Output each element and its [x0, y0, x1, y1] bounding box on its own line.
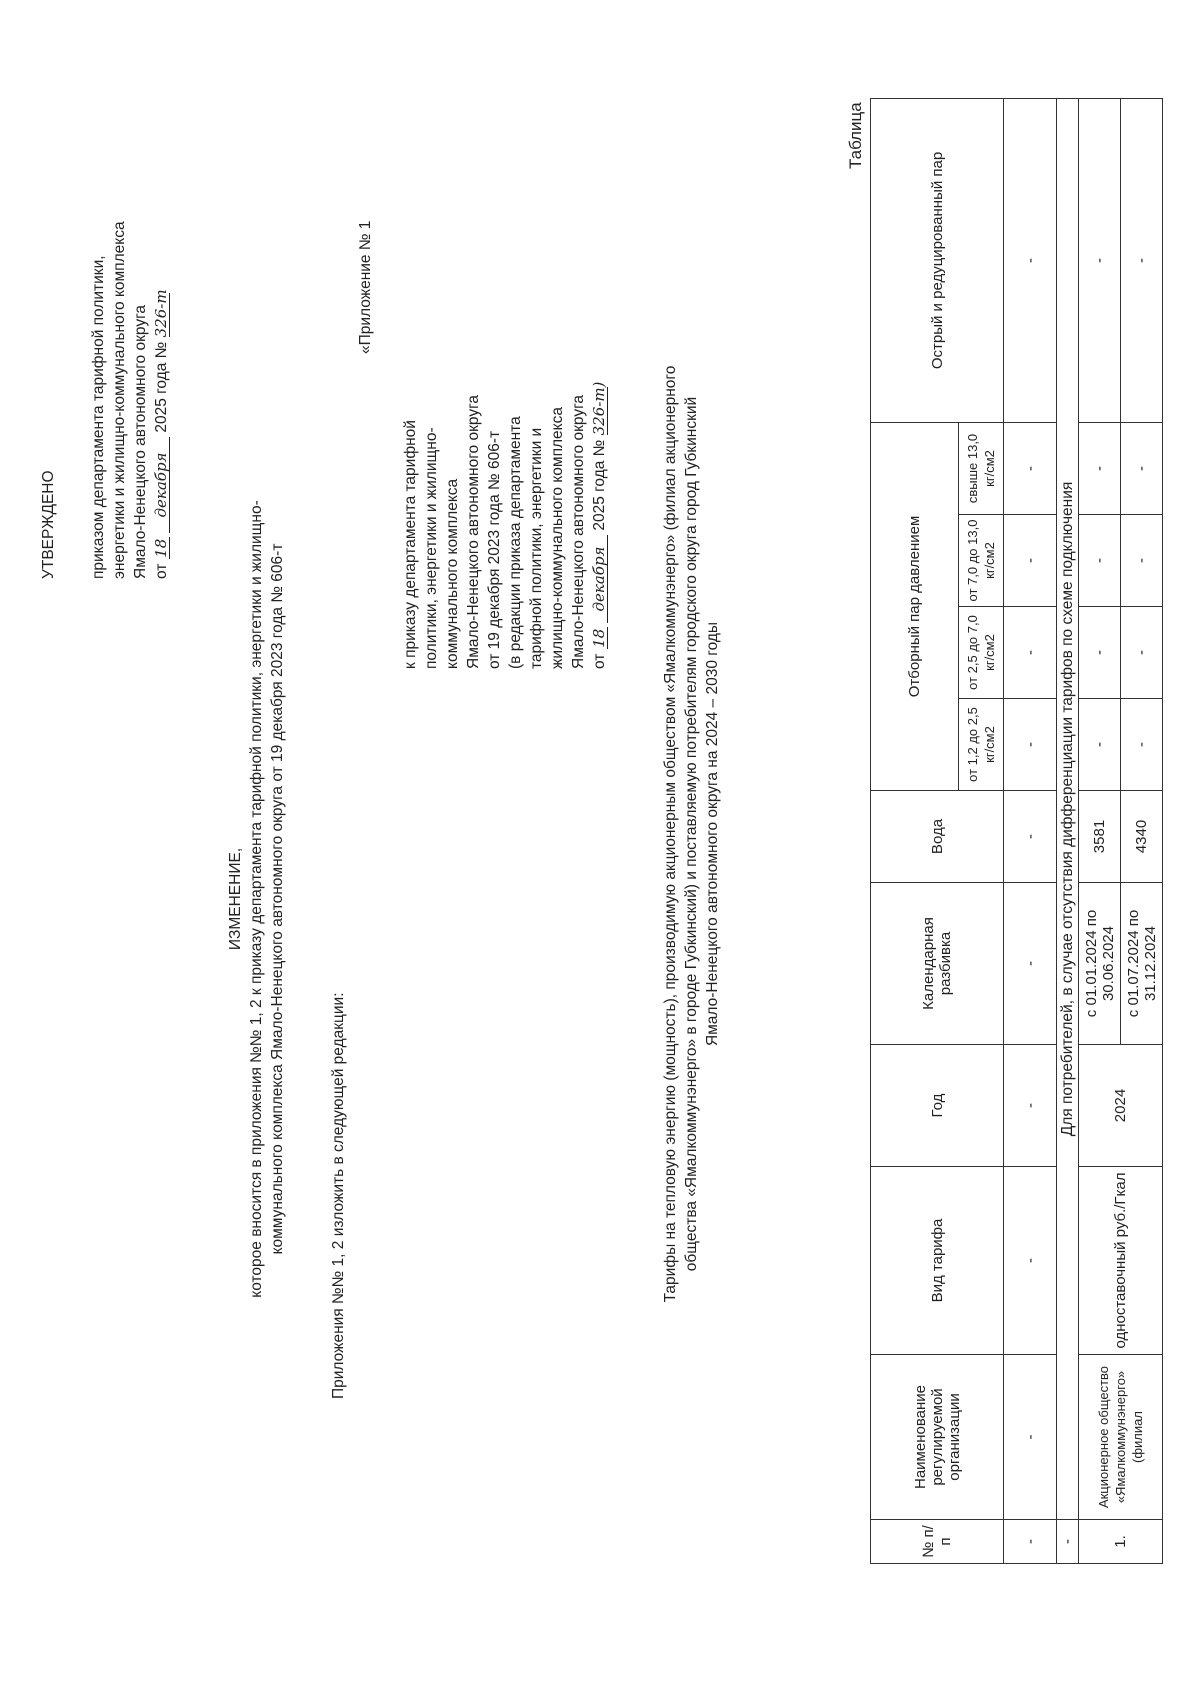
table-cell: -: [1004, 98, 1057, 422]
row-num: 1.: [1079, 1520, 1163, 1564]
header-steam-1: от 1,2 до 2,5 кг/см2: [959, 699, 1004, 791]
header-water: Вода: [871, 791, 1004, 883]
change-line-2: коммунального комплекса Ямало-Ненецкого автономного округа от 19 декабря 2023 года № 606-т: [269, 543, 286, 1255]
row-org: Акционерное общество «Ямалкоммунэнерго» (филиал: [1079, 1355, 1163, 1520]
appendix-text: [400, 381, 610, 669]
tariff-title-line-1: Тарифы на тепловую энергию (мощность), производимую акционерным обществом «Ямалкоммунэнерго» (филиал акционерного: [662, 365, 679, 1303]
change-line-1: которое вносится в приложения №№ 1, 2 к приказу департамента тарифной политики, энергетики и жилищно-: [248, 500, 265, 1298]
table-row: [1079, 98, 1121, 1563]
date-day: 18: [590, 628, 608, 648]
table-cell: -: [1004, 422, 1057, 514]
table-cell: -: [1004, 883, 1057, 1045]
approval-text: [88, 221, 172, 579]
row-water: 4340: [1121, 791, 1163, 883]
header-sharp-steam: Острый и редуцированный пар: [871, 98, 1004, 422]
row-year: 2024: [1079, 1045, 1163, 1167]
row-sharp: -: [1079, 98, 1121, 422]
header-num: № п/п: [871, 1520, 1004, 1564]
row-steam-1: -: [1121, 699, 1163, 791]
appendix-line: коммунального комплекса: [444, 478, 461, 669]
appendix-title: «Приложение № 1: [357, 220, 374, 354]
table-cell: -: [1004, 1045, 1057, 1167]
table-cell: -: [1004, 1355, 1057, 1520]
approval-line-1: приказом департамента тарифной политики,: [90, 255, 107, 579]
tariff-title: [660, 44, 723, 1624]
change-block: [225, 399, 288, 1399]
header-tariff-type: Вид тарифа: [871, 1167, 1004, 1355]
row-sharp: -: [1121, 98, 1163, 422]
approval-block: [38, 470, 59, 579]
section-num: -: [1057, 1520, 1079, 1564]
change-title: ИЗМЕНЕНИЕ,: [227, 847, 244, 951]
table-section-row: [1057, 98, 1079, 1563]
row-steam-2: -: [1121, 607, 1163, 699]
row-steam-3: -: [1121, 515, 1163, 607]
row-tariff-type: одноставочный руб./Гкал: [1079, 1167, 1163, 1355]
header-steam-3: от 7,0 до 13,0 кг/см2: [959, 515, 1004, 607]
date-month: декабря: [591, 535, 608, 623]
row-calendar: с 01.07.2024 по 31.12.2024: [1121, 883, 1163, 1045]
table-cell: -: [1004, 699, 1057, 791]
row-water: 3581: [1079, 791, 1121, 883]
order-number: 326-т: [152, 289, 170, 338]
row-steam-2: -: [1079, 607, 1121, 699]
appendix-line: к приказу департамента тарифной: [402, 420, 419, 669]
table-caption: Таблица: [846, 102, 865, 169]
order-number: 326-т): [590, 381, 608, 436]
approval-line-2: энергетики и жилищно-коммунального комплекса: [111, 221, 128, 579]
instruction-text: Приложения №№ 1, 2 изложить в следующей редакции:: [330, 992, 347, 1399]
table-cell: -: [1004, 791, 1057, 883]
table-cell: -: [1004, 515, 1057, 607]
date-year: 2025 года №: [153, 341, 170, 433]
approval-date-line: [151, 221, 172, 579]
header-steam-2: от 2,5 до 7,0 кг/см2: [959, 607, 1004, 699]
date-prefix: от: [153, 563, 170, 579]
table-cell: -: [1004, 607, 1057, 699]
tariff-title-line-3: Ямало-Ненецкого автономного округа на 2024 – 2030 годы: [704, 621, 721, 1047]
header-steam-4: свыше 13,0 кг/см2: [959, 422, 1004, 514]
header-steam: Отборный пар давлением: [871, 422, 959, 790]
table-cell: -: [1004, 1167, 1057, 1355]
row-calendar: с 01.01.2024 по 30.06.2024: [1079, 883, 1121, 1045]
tariff-table: [870, 98, 1163, 1564]
row-steam-4: -: [1121, 422, 1163, 514]
appendix-line: от 19 декабря 2023 года № 606-т: [486, 430, 503, 669]
row-steam-4: -: [1079, 422, 1121, 514]
table-dash-row: [1004, 98, 1057, 1563]
appendix-line: Ямало-Ненецкого автономного округа: [465, 394, 482, 669]
date-month: декабря: [153, 437, 170, 533]
appendix-line: политики, энергетики и жилищно-: [423, 427, 440, 669]
row-steam-1: -: [1079, 699, 1121, 791]
header-year: Год: [871, 1045, 1004, 1167]
header-org: Наименование регулируемой организации: [871, 1355, 1004, 1520]
table-header-row: [871, 98, 959, 1563]
approval-line-3: Ямало-Ненецкого автономного округа: [132, 304, 149, 579]
table-cell: -: [1004, 1520, 1057, 1564]
section-label: Для потребителей, в случае отсутствия дифференциации тарифов по схеме подключения: [1057, 98, 1079, 1519]
date-prefix: от: [591, 653, 608, 669]
date-year: 2025 года №: [591, 439, 608, 531]
header-calendar: Календарная разбивка: [871, 883, 1004, 1045]
row-steam-3: -: [1079, 515, 1121, 607]
approval-title: УТВЕРЖДЕНО: [40, 470, 57, 579]
appendix-line: тарифной политики, энергетики и: [528, 427, 545, 669]
appendix-line: (в редакции приказа департамента: [507, 416, 524, 669]
appendix-line: Ямало-Ненецкого автономного округа: [570, 394, 587, 669]
tariff-title-line-2: общества «Ямалкоммунэнерго» в городе Губкинский) и поставляемую потребителям городского округа город Губкинский: [683, 396, 700, 1272]
date-day: 18: [152, 538, 170, 558]
appendix-date-line: [589, 381, 610, 669]
appendix-line: жилищно-коммунального комплекса: [549, 407, 566, 669]
